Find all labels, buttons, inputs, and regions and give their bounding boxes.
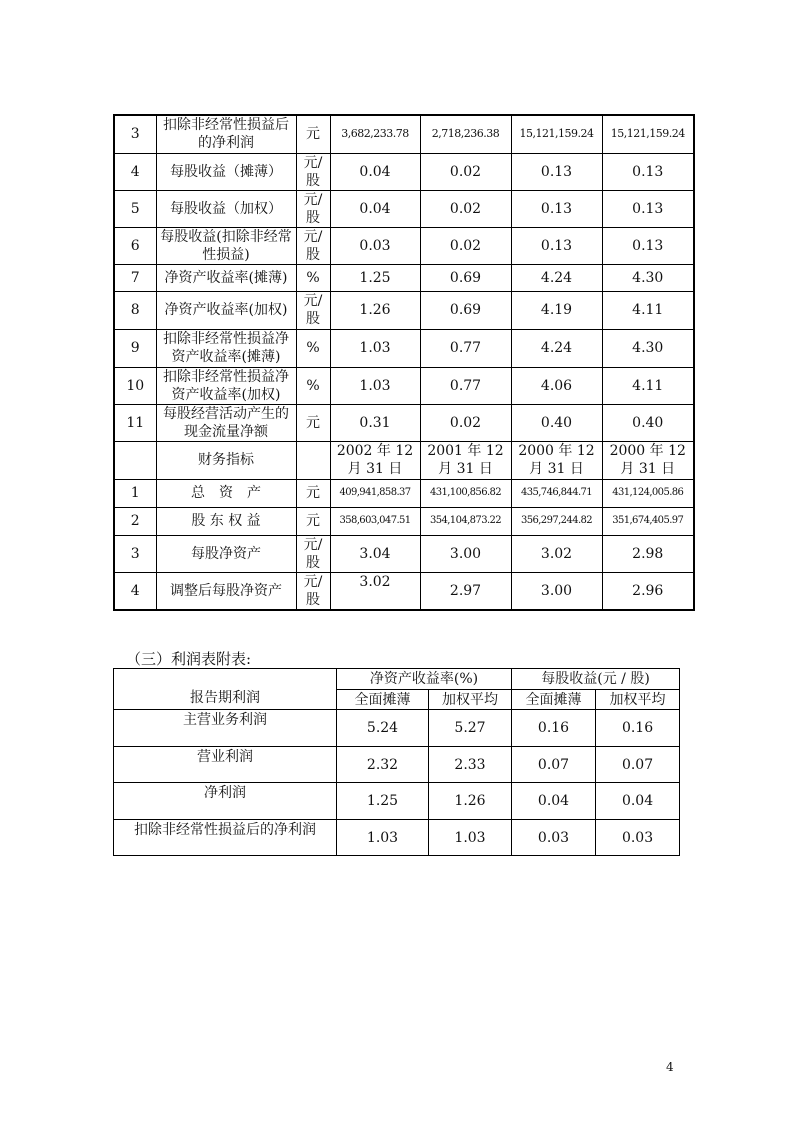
value-cell: 0.02: [420, 404, 511, 441]
indicator-label: 扣除非经常性损益净资产收益率(摊薄): [156, 329, 296, 367]
table-row: [114, 153, 694, 190]
value-cell: 2.96: [602, 572, 694, 610]
unit-cell: %: [296, 264, 330, 291]
column-subheader: 全面摊薄: [337, 690, 429, 710]
value-cell: 0.40: [602, 404, 694, 441]
unit-cell: 元: [296, 115, 330, 153]
value-cell: 354,104,873.22: [420, 507, 511, 535]
profit-label: 净利润: [114, 783, 337, 820]
profit-supplementary-table: [113, 668, 680, 856]
value-cell: 1.26: [429, 783, 512, 820]
value-cell: 1.25: [330, 264, 420, 291]
table-row: [114, 572, 694, 610]
table-row: [114, 190, 694, 227]
value-cell: 3.02: [511, 535, 602, 572]
table-row: [114, 535, 694, 572]
unit-cell: 元: [296, 507, 330, 535]
value-cell: 0.13: [511, 153, 602, 190]
value-cell: 0.13: [511, 190, 602, 227]
row-number: 11: [114, 404, 156, 441]
value-cell: 3,682,233.78: [330, 115, 420, 153]
indicator-label: 扣除非经常性损益净资产收益率(加权): [156, 367, 296, 404]
value-cell: 0.04: [596, 783, 680, 820]
value-cell: 0.31: [330, 404, 420, 441]
value-cell: 4.19: [511, 291, 602, 329]
value-cell: 0.16: [512, 710, 596, 747]
table-header-row: [114, 669, 680, 690]
table-row: [114, 507, 694, 535]
value-cell: 0.40: [511, 404, 602, 441]
value-cell: 4.24: [511, 329, 602, 367]
value-cell: 0.77: [420, 329, 511, 367]
value-cell: 15,121,159.24: [511, 115, 602, 153]
value-cell: 0.69: [420, 264, 511, 291]
row-number: 5: [114, 190, 156, 227]
value-cell: 0.16: [596, 710, 680, 747]
profit-label: 主营业务利润: [114, 710, 337, 747]
value-cell: 0.04: [330, 153, 420, 190]
column-subheader: 加权平均: [596, 690, 680, 710]
indicator-label: 扣除非经常性损益后的净利润: [156, 115, 296, 153]
page-number: 4: [666, 1060, 674, 1074]
table-row: [114, 329, 694, 367]
table-row: [114, 820, 680, 856]
unit-cell: 元/股: [296, 227, 330, 264]
value-cell: 0.77: [420, 367, 511, 404]
value-cell: 4.24: [511, 264, 602, 291]
value-cell: 431,100,856.82: [420, 479, 511, 507]
value-cell: 3.00: [511, 572, 602, 610]
value-cell: 1.25: [337, 783, 429, 820]
table-row: [114, 404, 694, 441]
value-cell: 409,941,858.37: [330, 479, 420, 507]
indicator-label: 净资产收益率(加权): [156, 291, 296, 329]
table-row: [114, 367, 694, 404]
row-number: 3: [114, 115, 156, 153]
unit-cell: %: [296, 329, 330, 367]
column-subheader: 加权平均: [429, 690, 512, 710]
value-cell: 1.03: [337, 820, 429, 856]
value-cell: 0.13: [602, 190, 694, 227]
value-cell: 5.27: [429, 710, 512, 747]
financial-indicators-table: [113, 114, 695, 611]
column-header-date: 2000 年 12 月 31 日: [511, 441, 602, 479]
column-group-roe: 净资产收益率(%): [337, 669, 512, 690]
indicator-label: 股 东 权 益: [156, 507, 296, 535]
column-header-date: 2002 年 12 月 31 日: [330, 441, 420, 479]
value-cell: 4.30: [602, 329, 694, 367]
value-cell: 1.26: [330, 291, 420, 329]
table-row: [114, 227, 694, 264]
unit-cell: 元: [296, 404, 330, 441]
value-cell: 0.13: [511, 227, 602, 264]
row-number: 10: [114, 367, 156, 404]
value-cell: 4.06: [511, 367, 602, 404]
value-cell: 0.13: [602, 153, 694, 190]
table-header-row: [114, 441, 694, 479]
indicator-label: 每股收益（加权）: [156, 190, 296, 227]
value-cell: 0.04: [512, 783, 596, 820]
value-cell: 0.69: [420, 291, 511, 329]
value-cell: 0.13: [602, 227, 694, 264]
indicator-label: 总 资 产: [156, 479, 296, 507]
value-cell: 4.30: [602, 264, 694, 291]
row-number: 1: [114, 479, 156, 507]
value-cell: 351,674,405.97: [602, 507, 694, 535]
row-number: 8: [114, 291, 156, 329]
unit-cell: 元/股: [296, 572, 330, 610]
row-number: 7: [114, 264, 156, 291]
value-cell: 0.07: [512, 747, 596, 783]
profit-label: 扣除非经常性损益后的净利润: [114, 820, 337, 856]
indicator-label: 调整后每股净资产: [156, 572, 296, 610]
unit-cell: 元/股: [296, 190, 330, 227]
value-cell: 358,603,047.51: [330, 507, 420, 535]
value-cell: 0.02: [420, 227, 511, 264]
indicator-label: 每股收益（摊薄）: [156, 153, 296, 190]
table-row: [114, 783, 680, 820]
column-header-indicator: 财务指标: [156, 441, 296, 479]
table-row: [114, 479, 694, 507]
table-row: [114, 747, 680, 783]
row-number: 4: [114, 572, 156, 610]
value-cell: 0.04: [330, 190, 420, 227]
value-cell: 2,718,236.38: [420, 115, 511, 153]
value-cell: 3.04: [330, 535, 420, 572]
value-cell: 0.02: [420, 190, 511, 227]
section-caption: （三）利润表附表:: [126, 650, 252, 668]
column-subheader: 全面摊薄: [512, 690, 596, 710]
value-cell: 2.98: [602, 535, 694, 572]
value-cell: 2.32: [337, 747, 429, 783]
unit-cell: 元/股: [296, 535, 330, 572]
value-cell: 3.00: [420, 535, 511, 572]
column-header-date: 2000 年 12 月 31 日: [602, 441, 694, 479]
unit-cell: %: [296, 367, 330, 404]
column-header-label: 报告期利润: [114, 669, 337, 710]
table-row: [114, 710, 680, 747]
value-cell: 3.02: [330, 572, 420, 610]
value-cell: 356,297,244.82: [511, 507, 602, 535]
value-cell: 4.11: [602, 367, 694, 404]
row-number: 3: [114, 535, 156, 572]
row-number: 6: [114, 227, 156, 264]
indicator-label: 每股经营活动产生的现金流量净额: [156, 404, 296, 441]
value-cell: 0.03: [330, 227, 420, 264]
indicator-label: 每股净资产: [156, 535, 296, 572]
row-number: 9: [114, 329, 156, 367]
value-cell: 5.24: [337, 710, 429, 747]
value-cell: 2.33: [429, 747, 512, 783]
unit-cell: 元/股: [296, 291, 330, 329]
table-row: [114, 115, 694, 153]
row-number: 4: [114, 153, 156, 190]
unit-cell: 元: [296, 479, 330, 507]
value-cell: 4.11: [602, 291, 694, 329]
value-cell: 0.03: [512, 820, 596, 856]
value-cell: 435,746,844.71: [511, 479, 602, 507]
value-cell: 2.97: [420, 572, 511, 610]
value-cell: 0.07: [596, 747, 680, 783]
indicator-label: 净资产收益率(摊薄): [156, 264, 296, 291]
value-cell: 1.03: [330, 329, 420, 367]
table-row: [114, 264, 694, 291]
value-cell: 15,121,159.24: [602, 115, 694, 153]
value-cell: 0.03: [596, 820, 680, 856]
row-number: 2: [114, 507, 156, 535]
unit-cell: 元/股: [296, 153, 330, 190]
value-cell: 1.03: [429, 820, 512, 856]
column-header-date: 2001 年 12 月 31 日: [420, 441, 511, 479]
value-cell: 431,124,005.86: [602, 479, 694, 507]
value-cell: 0.02: [420, 153, 511, 190]
value-cell: 1.03: [330, 367, 420, 404]
table-row: [114, 291, 694, 329]
indicator-label: 每股收益(扣除非经常性损益): [156, 227, 296, 264]
column-group-eps: 每股收益(元 / 股): [512, 669, 680, 690]
profit-label: 营业利润: [114, 747, 337, 783]
